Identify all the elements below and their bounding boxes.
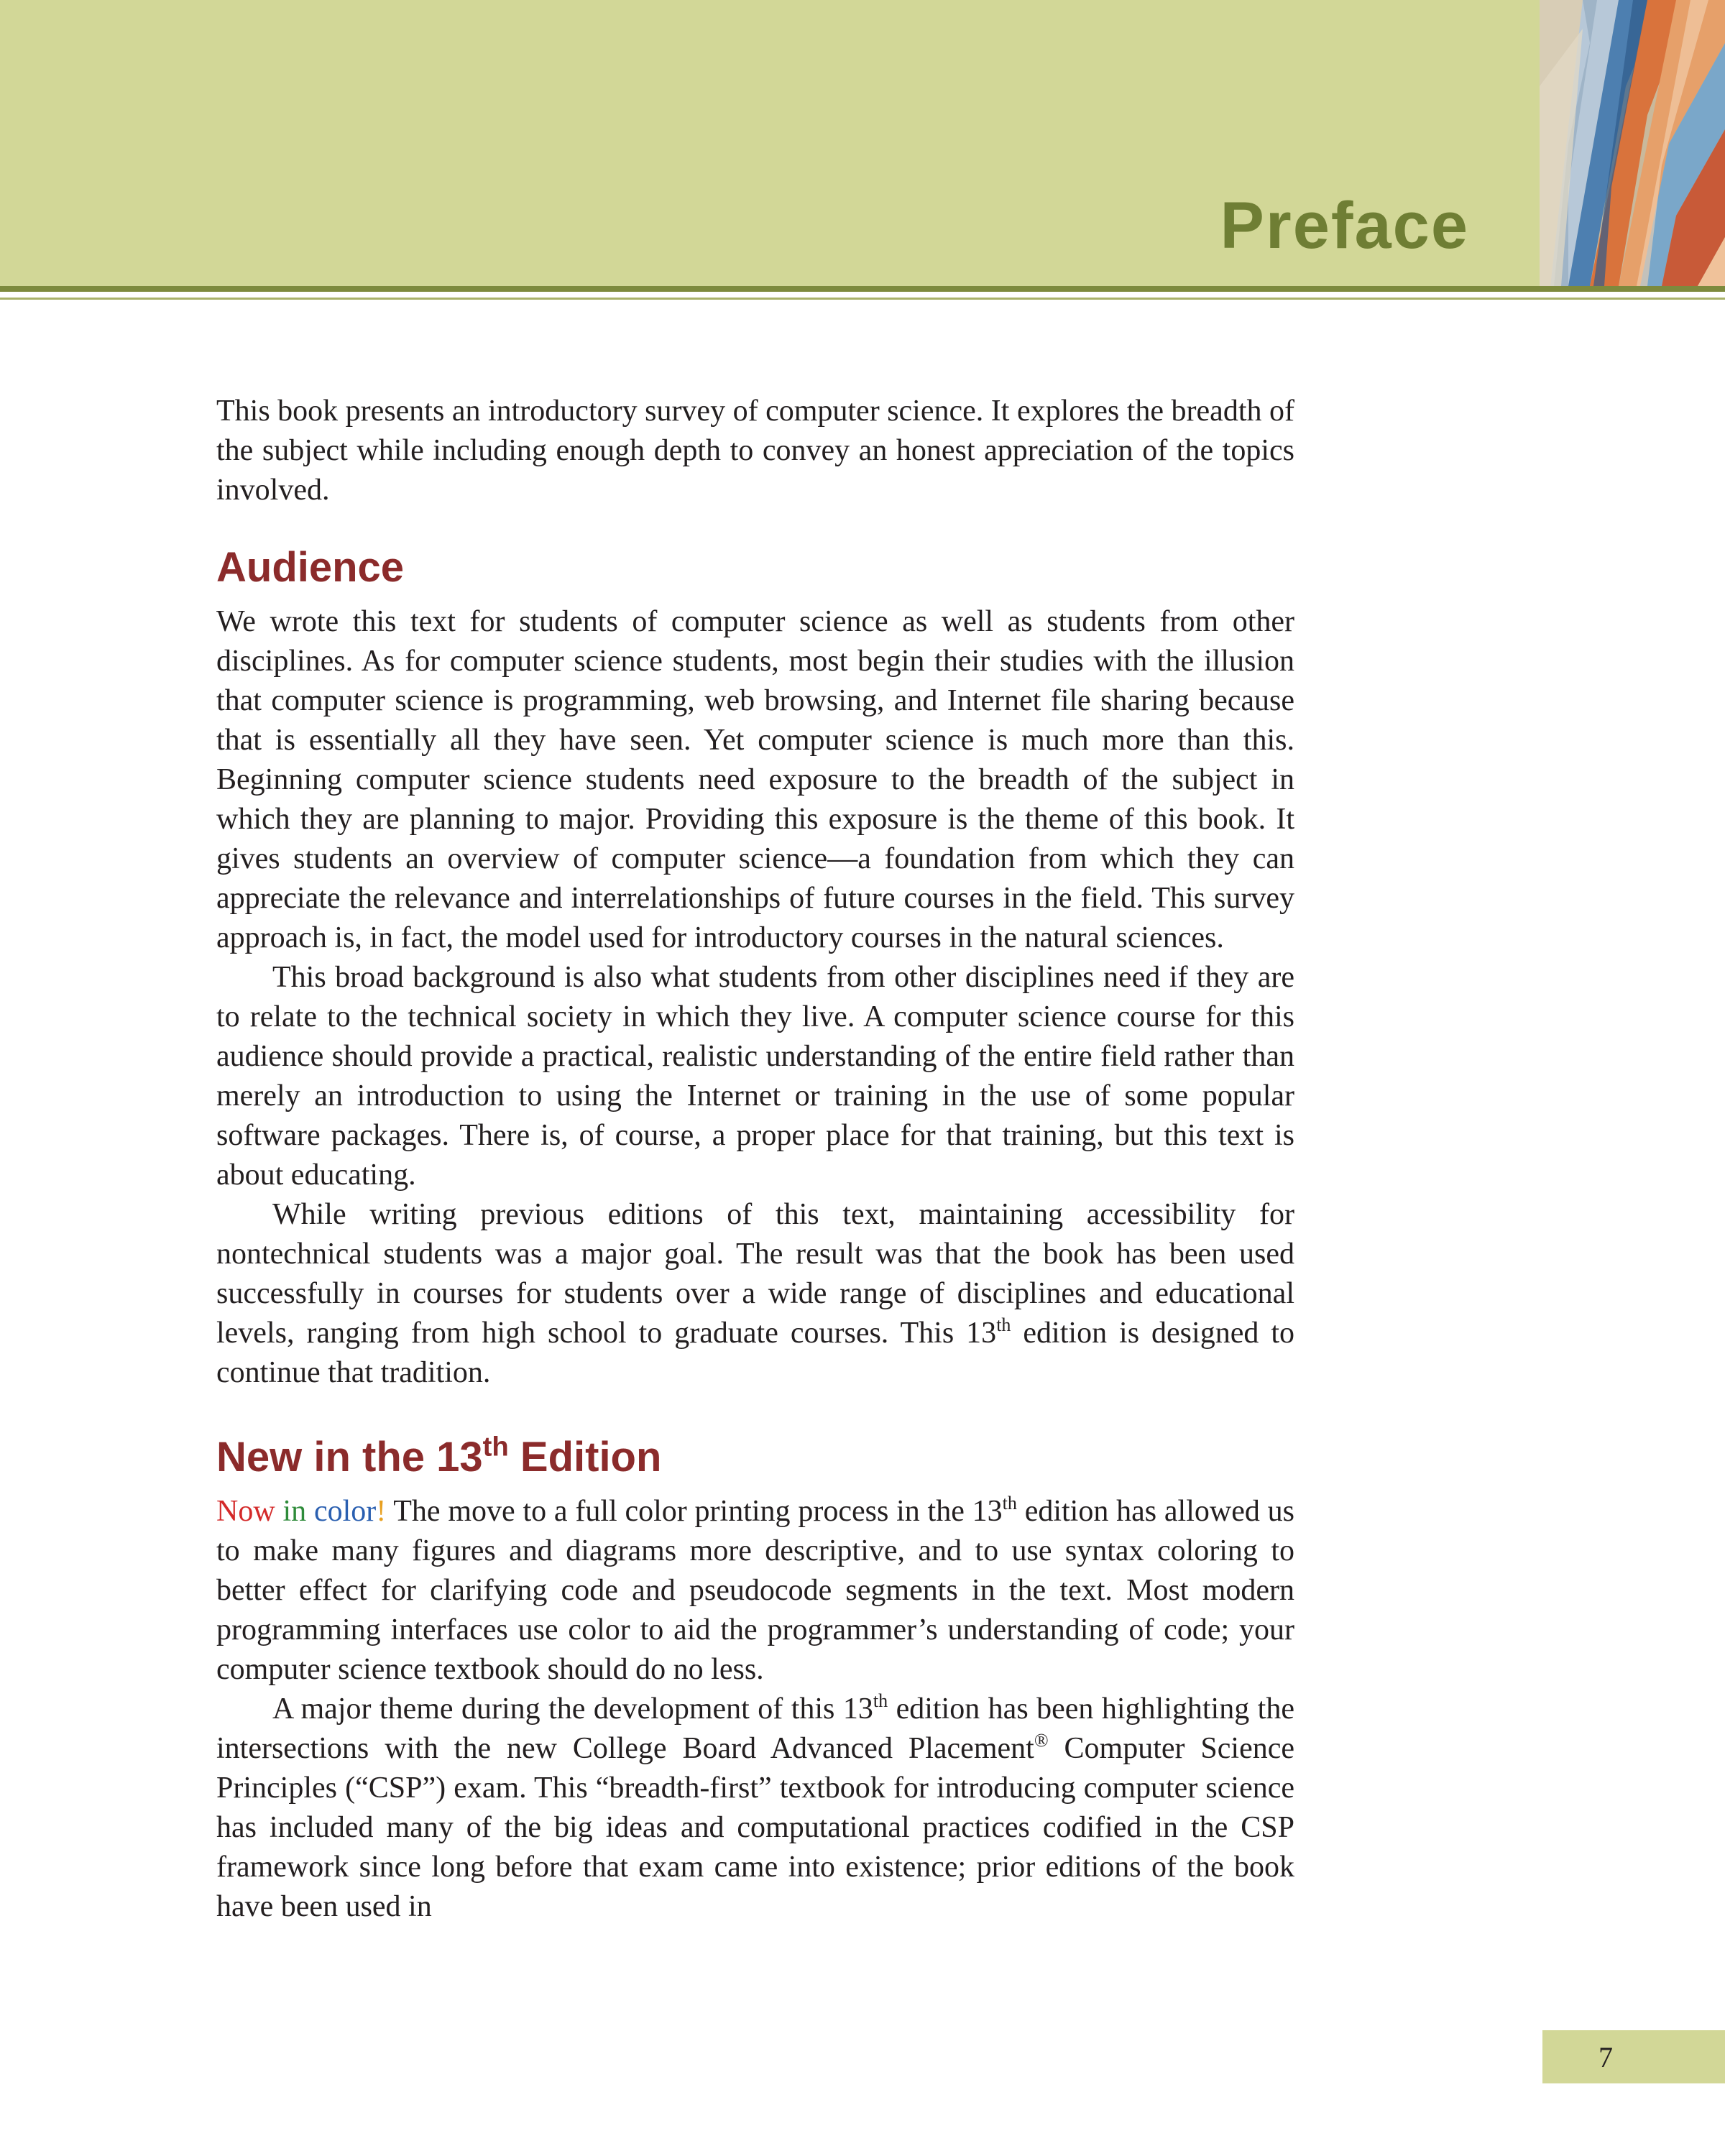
page-number-tab [1542,2030,1725,2083]
folded-paper-artwork [1540,0,1725,286]
new-edition-heading: New in the 13th Edition [216,1431,662,1480]
audience-heading: Audience [216,544,405,591]
chapter-title: Preface [1220,189,1469,262]
page-number: 7 [1598,2041,1613,2073]
in-word: in [282,1495,307,1528]
main-content [216,392,1294,1927]
new-edition-paragraph-2: A major theme during the development of this 13th edition has been highlighting the intersections with the new College Board Advanced Placement® Computer Science Principles (“CSP”) exam. This “breadth-first” textbook for introducing computer science has included many of the big ideas and computational practices codified in the CSP framework since long before that exam came into existence; prior editions of the book have been used in [216,1690,1295,1923]
header-image [1540,0,1725,286]
audience-paragraph-1: We wrote this text for students of computer science as well as students from other disciplines. As for computer science students, most begin their studies with the illusion that computer science is programming, web browsing, and Internet file sharing because that is essentially all they have seen. Yet computer science is much more than this. Beginning computer science students need exposure to the breadth of the subject in which they are planning to major. Providing this exposure is the theme of this book. It gives students an overview of computer science—a foundation from which they can appreciate the relevance and interrelationships of future courses in the field. This survey approach is, in fact, the model used for introductory courses in the natural sciences. [216,605,1294,954]
audience-paragraph-2: This broad background is also what students from other disciplines need if they are to relate to the technical society in which they live. A computer science course for this audience should provide a practical, realistic understanding of the entire field rather than merely an introduction to using the Internet or training in the use of some popular software packages. There is, of course, a proper place for that training, but this text is about educating. [216,961,1294,1192]
header-rule [0,286,1725,292]
now-word: Now [216,1495,275,1528]
audience-paragraph-3: While writing previous editions of this text, maintaining accessibility for nontechnical students was a major goal. The result was that the book has been used successfully in courses for students over a wide range of disciplines and educational levels, ranging from high school to graduate courses. This 13th edition is designed to continue that tradition. [216,1198,1294,1389]
new-edition-paragraph-1: Now in color! The move to a full color printing process in the 13th edition has allowed us to make many figures and diagrams more descriptive, and to use syntax coloring to better effect for clarifying code and pseudocode segments in the text. Most modern programming interfaces use color to aid the programmer’s understanding of code; your computer science textbook should do no less. [216,1492,1295,1686]
intro-paragraph: This book presents an introductory survey of computer science. It explores the breadth of the subject while including enough depth to convey an honest appreciation of the topics involved. [216,395,1294,507]
color-word: color [313,1495,377,1528]
exclaim-mark: ! [376,1495,387,1528]
header-rule-thin [0,298,1725,300]
